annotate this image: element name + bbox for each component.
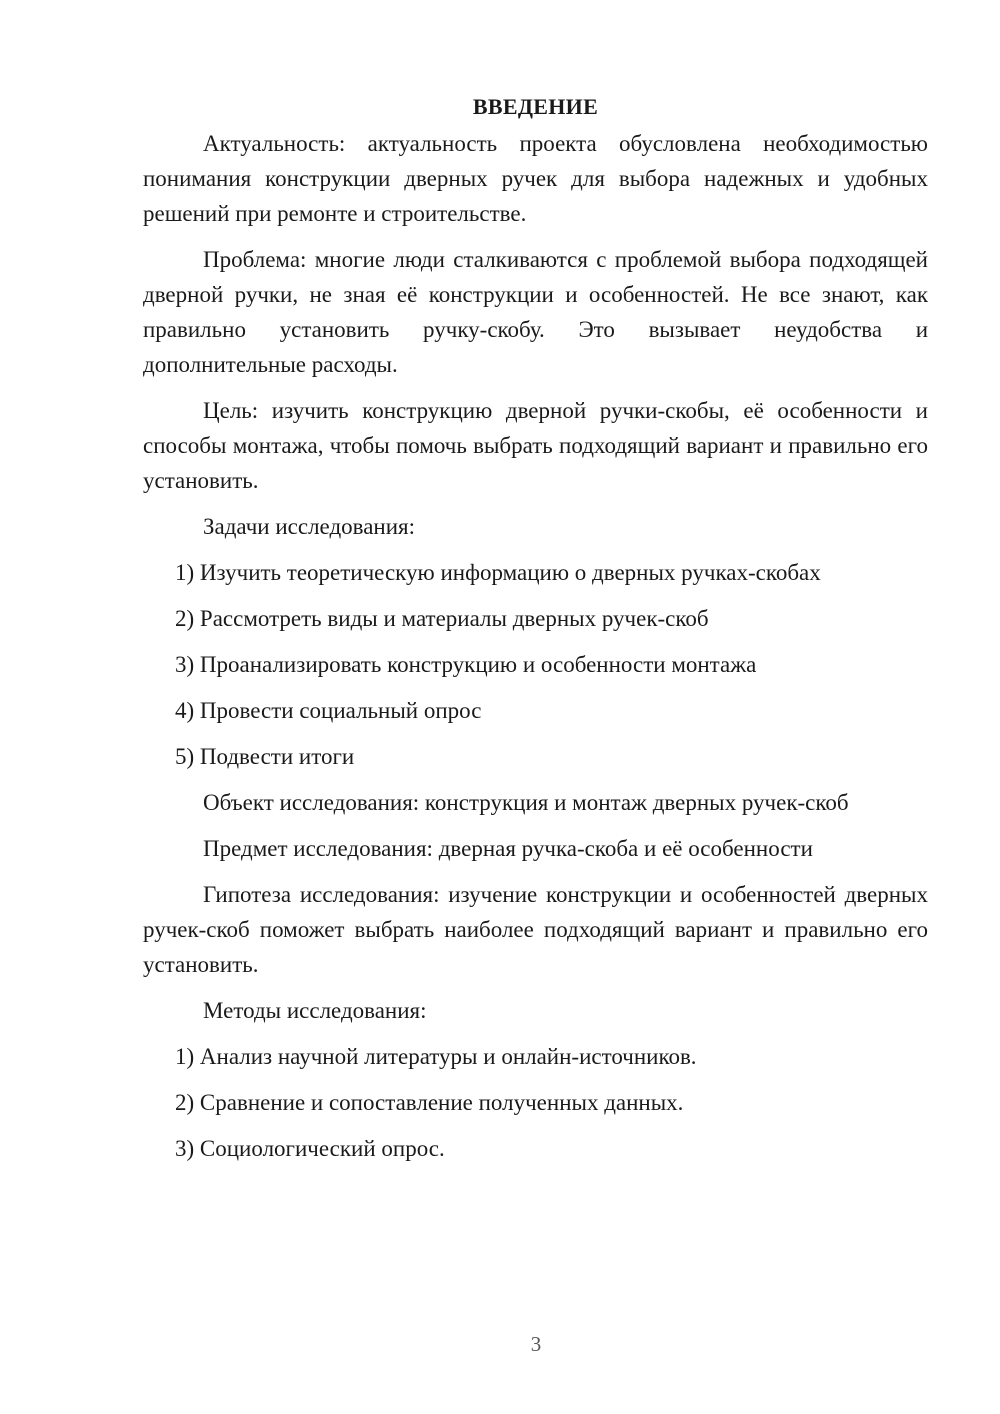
method-item: 3) Социологический опрос. — [175, 1136, 445, 1161]
goal-paragraph: Цель: изучить конструкцию дверной ручки-скобы, её особенности и способы монтажа, чтобы помочь выбрать подходящий вариант и правильно его установить. — [143, 398, 928, 493]
methods-label: Методы исследования: — [203, 998, 427, 1023]
relevance-paragraph: Актуальность: актуальность проекта обусловлена необходимостью понимания конструкции дверных ручек для выбора надежных и удобных решений при ремонте и строительстве. — [143, 131, 928, 226]
method-item: 2) Сравнение и сопоставление полученных данных. — [175, 1090, 684, 1115]
task-item: 3) Проанализировать конструкцию и особенности монтажа — [175, 652, 757, 677]
hypothesis-paragraph: Гипотеза исследования: изучение конструкции и особенностей дверных ручек-скоб поможет выбрать наиболее подходящий вариант и правильно его установить. — [143, 882, 928, 977]
subject-paragraph: Предмет исследования: дверная ручка-скоба и её особенности — [203, 836, 813, 861]
task-item: 1) Изучить теоретическую информацию о дверных ручках-скобах — [175, 560, 821, 585]
task-item: 5) Подвести итоги — [175, 744, 355, 769]
tasks-label: Задачи исследования: — [203, 514, 416, 539]
document-page — [143, 92, 928, 1177]
task-item: 4) Провести социальный опрос — [175, 698, 482, 723]
problem-paragraph: Проблема: многие люди сталкиваются с проблемой выбора подходящей дверной ручки, не зная её конструкции и особенностей. Не все знают, как правильно установить ручку-скобу. Это вызывает неудобства и дополнительные расходы. — [143, 247, 928, 377]
section-heading: ВВЕДЕНИЕ — [472, 94, 599, 119]
method-item: 1) Анализ научной литературы и онлайн-источников. — [175, 1044, 697, 1069]
object-paragraph: Объект исследования: конструкция и монтаж дверных ручек-скоб — [203, 790, 849, 815]
page-number: 3 — [530, 1332, 542, 1356]
task-item: 2) Рассмотреть виды и материалы дверных ручек-скоб — [175, 606, 709, 631]
